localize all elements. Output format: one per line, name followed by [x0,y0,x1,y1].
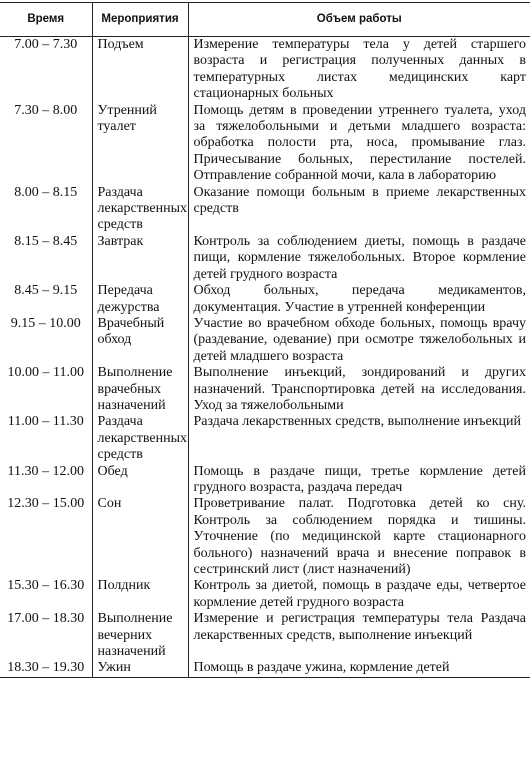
header-row [0,3,530,37]
header-event: Мероприятия [92,3,188,37]
table-row [0,414,530,463]
event-cell: Врачебный обход [92,316,188,365]
work-cell: Оказание помощи больным в приеме лекарственных средств [188,185,530,234]
time-cell: 8.15 – 8.45 [14,233,78,249]
time-cell: 8.45 – 9.15 [14,283,78,299]
event-cell: Утренний туалет [92,103,188,185]
header-work: Объем работы [188,3,530,37]
table-row [0,611,530,660]
time-cell: 15.30 – 16.30 [7,578,85,594]
work-cell: Проветривание палат. Подготовка детей ко сну. Контроль за соблюдением порядка и тишины. Уточнение (по медицинской карте стационарного больного) назначений врача и внесение поправок в сестринский лист (лист назначений) [188,496,530,578]
work-cell: Помощь в раздаче пищи, третье кормление детей грудного возраста, раздача передач [188,464,530,497]
work-cell: Обход больных, передача медикаментов, документация. Участие в утренней конференции [188,283,530,316]
table-row [0,185,530,234]
time-cell: 17.00 – 18.30 [7,611,85,627]
work-cell: Раздача лекарственных средств, выполнение инъекций [188,414,530,463]
table-row [0,660,530,677]
event-cell: Завтрак [92,234,188,283]
work-cell: Помощь в раздаче ужина, кормление детей [188,660,530,677]
header-time: Время [0,3,92,37]
time-cell: 7.30 – 8.00 [14,102,78,118]
work-cell: Измерение температуры тела у детей старшего возраста и регистрация полученных данных в температурных листах медицинских карт стационарных больных [188,37,530,103]
table-body [0,37,530,678]
event-cell: Раздача лекарственных средств [92,185,188,234]
work-cell: Участие во врачебном обходе больных, помощь врачу (раздевание, одевание) при осмотре тяжелобольных и детей младшего возраста [188,316,530,365]
time-cell: 12.30 – 15.00 [7,496,85,512]
event-cell: Раздача лекарственных средств [92,414,188,463]
table-row [0,365,530,414]
time-cell: 11.30 – 12.00 [7,463,84,479]
table-row [0,234,530,283]
time-cell: 8.00 – 8.15 [14,184,78,200]
table-row [0,316,530,365]
table-row [0,464,530,497]
table-row [0,37,530,103]
table-row [0,578,530,611]
table-header [0,3,530,37]
event-cell: Обед [92,464,188,497]
event-cell: Сон [92,496,188,578]
work-cell: Измерение и регистрация температуры тела Раздача лекарственных средств, выполнение инъекций [188,611,530,660]
event-cell: Полдник [92,578,188,611]
time-cell: 18.30 – 19.30 [0,660,92,677]
event-cell: Ужин [92,660,188,677]
event-cell: Подъем [92,37,188,103]
table-row [0,283,530,316]
time-cell: 9.15 – 10.00 [10,315,81,331]
schedule-table [0,2,530,678]
event-cell: Передача дежурства [92,283,188,316]
work-cell: Выполнение инъекций, зондирований и других назначений. Транспортировка детей на исследования. Уход за тяжелобольными [188,365,530,414]
time-cell: 10.00 – 11.00 [7,365,84,381]
work-cell: Помощь детям в проведении утреннего туалета, уход за тяжелобольными и детьми младшего возраста: обработка полости рта, носа, промывание глаз. Причесывание больных, перестилание постелей. Отправление собранной мочи, кала в лабораторию [188,103,530,185]
time-cell: 11.00 – 11.30 [7,414,84,430]
table-row [0,496,530,578]
work-cell: Контроль за диетой, помощь в раздаче еды, четвертое кормление детей грудного возраста [188,578,530,611]
work-cell: Контроль за соблюдением диеты, помощь в раздаче пищи, кормление тяжелобольных. Второе кормление детей грудного возраста [188,234,530,283]
event-cell: Выполнение врачебных назначений [92,365,188,414]
event-cell: Выполнение вечерних назначений [92,611,188,660]
table-row [0,103,530,185]
time-cell: 7.00 – 7.30 [14,37,78,52]
